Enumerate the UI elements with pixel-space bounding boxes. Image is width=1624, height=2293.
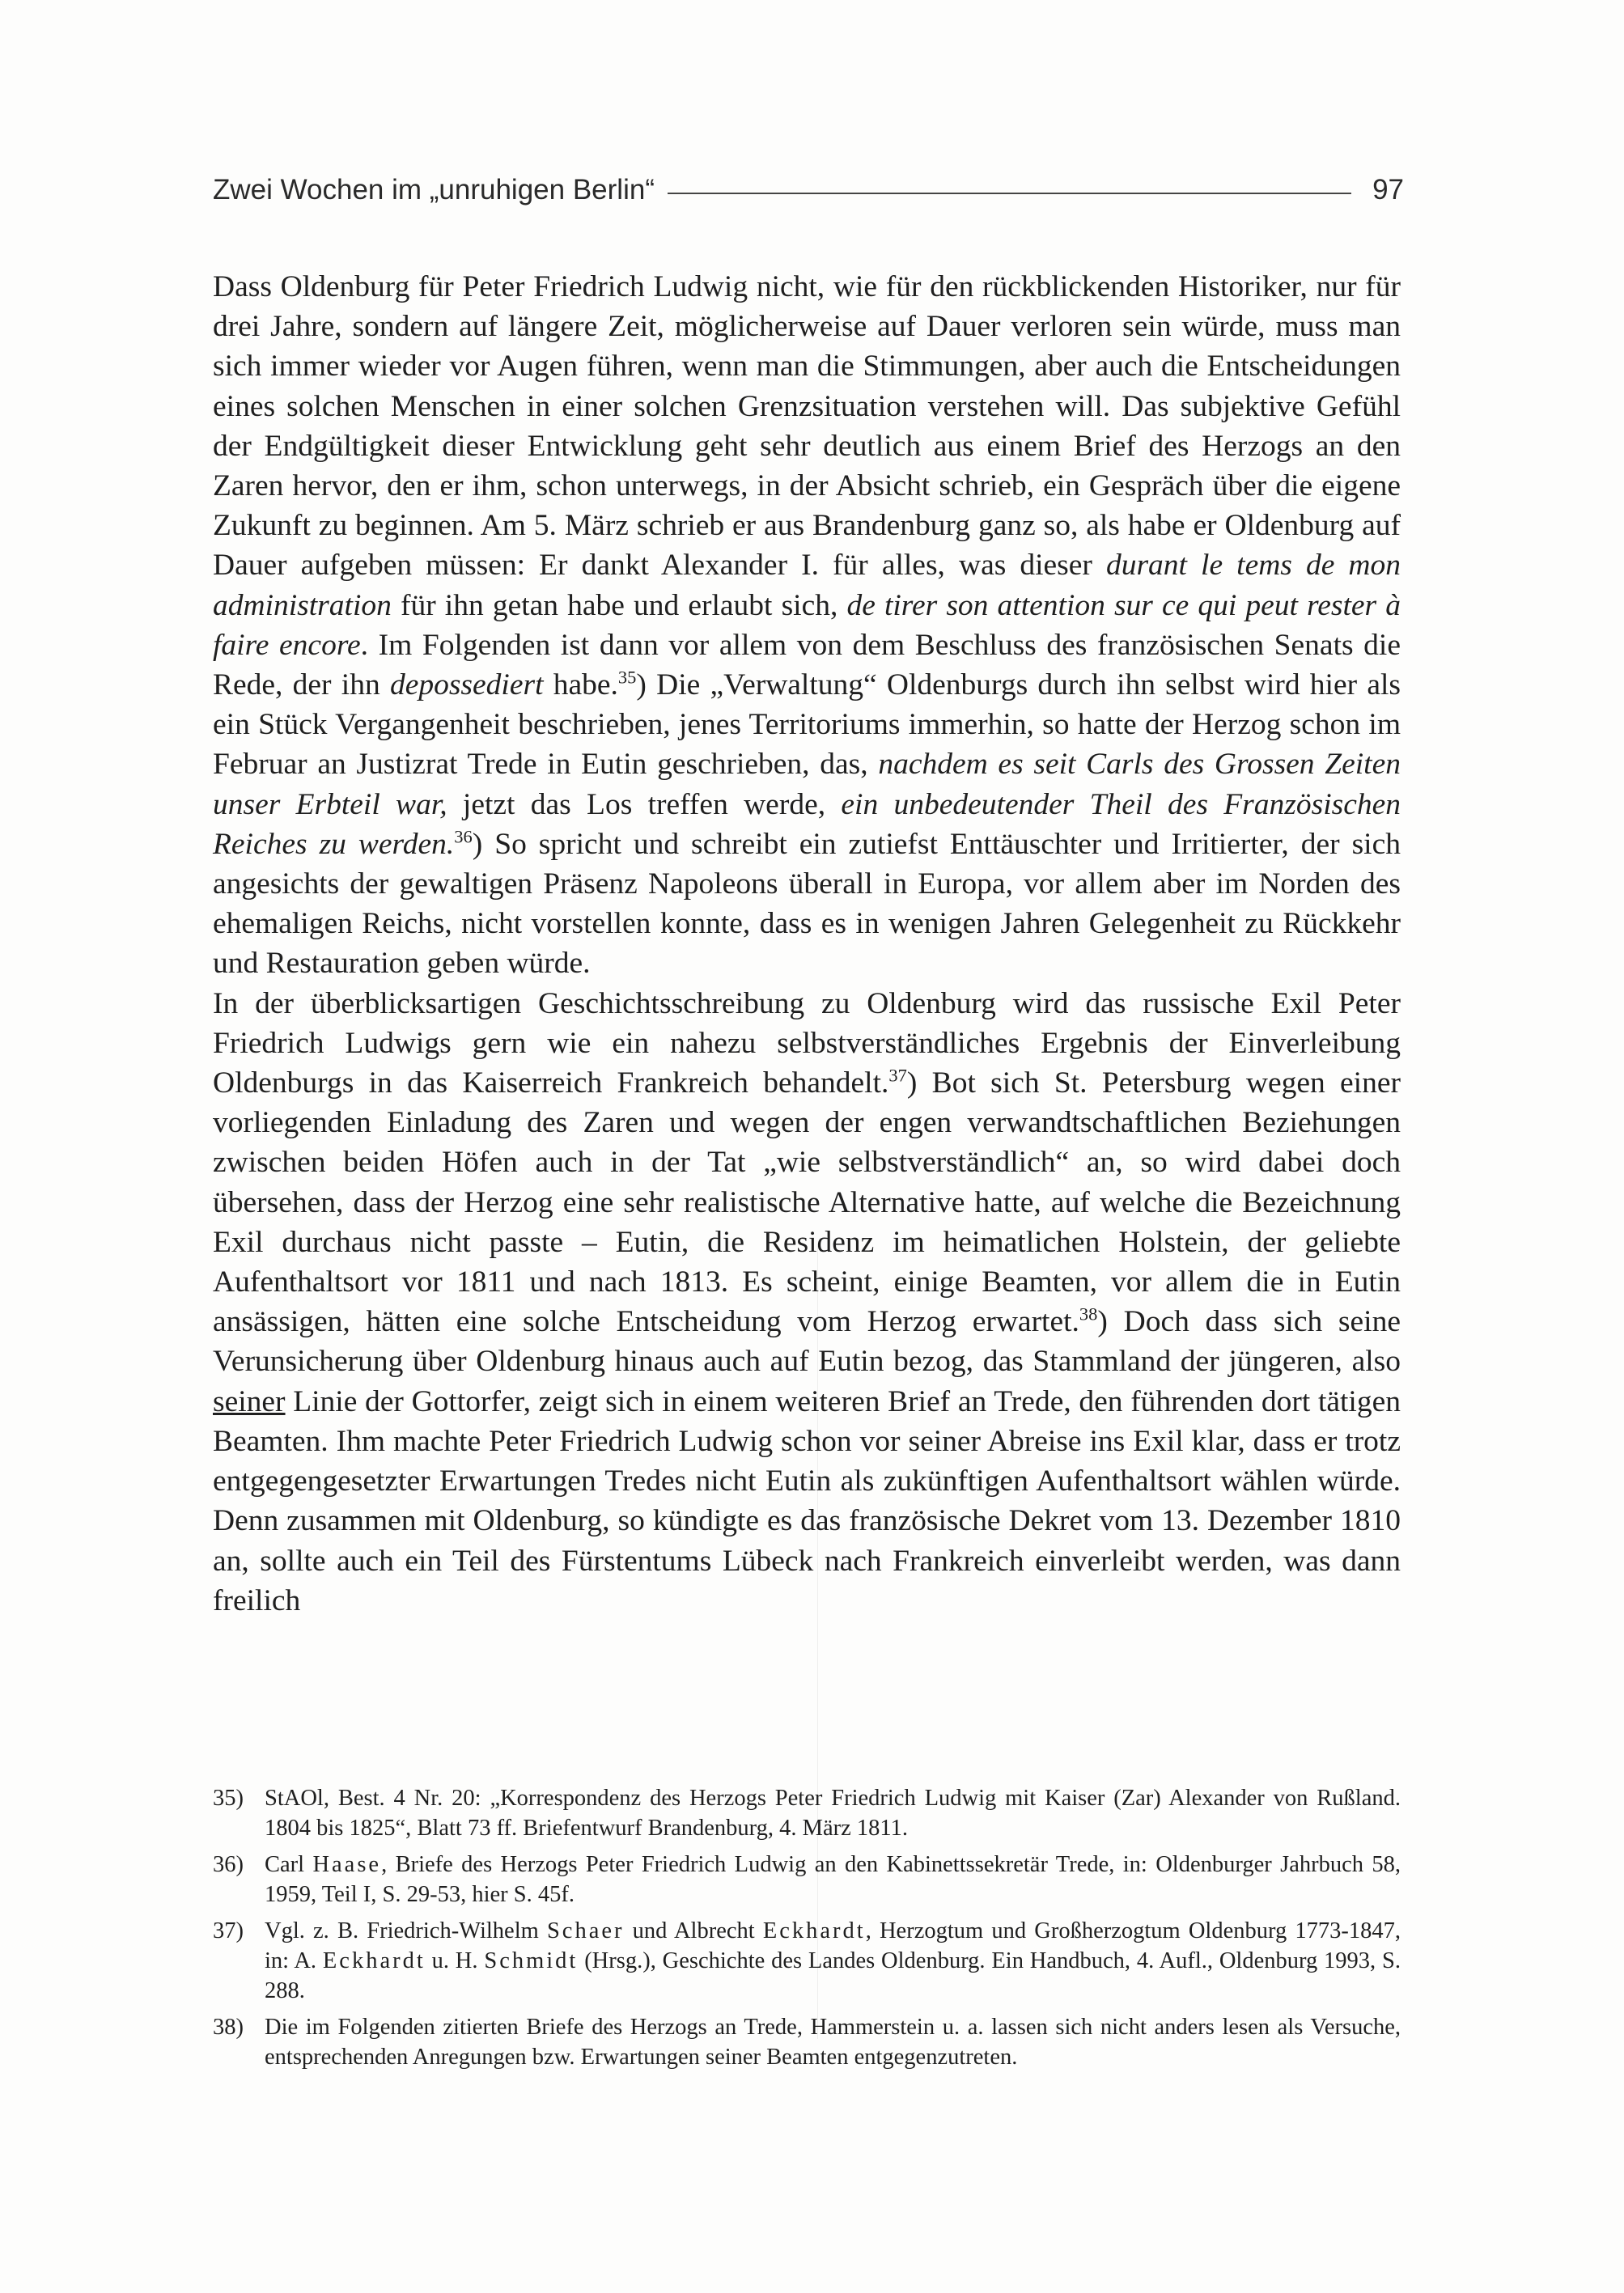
- footnote-36: [213, 1850, 1401, 1909]
- running-head: [213, 170, 1404, 210]
- paragraph-1: Dass Oldenburg für Peter Friedrich Ludwig nicht, wie für den rückblickenden Historiker, nur für drei Jahre, sondern auf längere Zeit, möglicherweise auf Dauer verloren sein würde, muss man sich immer wieder vor Augen führen, wenn man die Stimmungen, aber auch die Entscheidungen eines solchen Menschen in einer solchen Grenzsituation verstehen will. Das subjektive Gefühl der Endgültigkeit dieser Entwicklung geht sehr deutlich aus einem Brief des Herzogs an den Zaren hervor, den er ihm, schon unterwegs, in der Absicht schrieb, ein Gespräch über die eigene Zukunft zu beginnen. Am 5. März schrieb er aus Brandenburg ganz so, als habe er Oldenburg auf Dauer aufgeben müssen: Er dankt Alexander I. für alles, was dieser durant le tems de mon administration für ihn getan habe und erlaubt sich, de tirer son attention sur ce qui peut rester à faire encore. Im Folgenden ist dann vor allem von dem Beschluss des französischen Senats die Rede, der ihn depossediert habe.$^{35}$) Die „Verwaltung“ Oldenburgs durch ihn selbst wird hier als ein Stück Vergangenheit beschrieben, jenes Territoriums immerhin, so hatte der Herzog schon im Februar an Justizrat Trede in Eutin geschrieben, das, nachdem es seit Carls des Grossen Zeiten unser Erbteil war, jetzt das Los treffen werde, ein unbedeutender Theil des Französischen Reiches zu werden.$^{36}$) So spricht und schreibt ein zutiefst Enttäuschter und Irritierter, der sich angesichts der gewaltigen Präsenz Napoleons überall in Europa, vor allem aber im Norden des ehemaligen Reichs, nicht vorstellen konnte, dass es in wenigen Jahren Gelegenheit zu Rückkehr und Restauration geben würde.: [213, 270, 1401, 981]
- footnote-text: Carl Haase, Briefe des Herzogs Peter Friedrich Ludwig an den Kabinettssekretär Trede, in: Oldenburger Jahrbuch 58, 1959, Teil I, S. 29-53, hier S. 45f.: [265, 1852, 1401, 1907]
- footnote-number: 35): [213, 1786, 244, 1811]
- footnote-ref-35[interactable]: 35: [617, 667, 637, 688]
- footnote-37: [213, 1916, 1401, 2006]
- footnote-number: 37): [213, 1918, 244, 1943]
- french-quote-1: durant le tems de mon administration: [213, 549, 1401, 622]
- author-name: Schmidt: [484, 1948, 579, 1973]
- underlined-word: seiner: [213, 1384, 286, 1418]
- running-head-rule: [668, 193, 1351, 194]
- main-text: [213, 267, 1401, 1621]
- footnote-text: Vgl. z. B. Friedrich-Wilhelm Schaer und Albrecht Eckhardt, Herzogtum und Großherzogtum Oldenburg 1773-1847, in: A. Eckhardt u. H. Schmidt (Hrsg.), Geschichte des Landes Oldenburg. Ein Handbuch, 4. Aufl., Oldenburg 1993, S. 288.: [265, 1918, 1401, 2003]
- page-number: 97: [1372, 174, 1404, 206]
- footnote-number: 36): [213, 1852, 244, 1877]
- footnote-38: [213, 2012, 1401, 2072]
- quoted-word: depossediert: [389, 668, 544, 702]
- author-name: Schaer: [546, 1918, 625, 1943]
- french-quote-2: de tirer son attention sur ce qui peut rester à faire encore: [213, 588, 1401, 662]
- author-name: Eckhardt: [762, 1918, 866, 1943]
- footnote-text: StAOl, Best. 4 Nr. 20: „Korrespondenz des Herzogs Peter Friedrich Ludwig mit Kaiser (Zar) Alexander von Rußland. 1804 bis 1825“, Blatt 73 ff. Briefentwurf Brandenburg, 4. März 1811.: [265, 1786, 1401, 1841]
- footnote-ref-38[interactable]: 38: [1079, 1303, 1098, 1325]
- footnote-35: [213, 1783, 1401, 1843]
- footnote-number: 38): [213, 2015, 244, 2040]
- footnote-ref-37[interactable]: 37: [888, 1065, 907, 1086]
- letter-quote-1: nachdem es seit Carls des Grossen Zeiten unser Erbteil war,: [213, 748, 1401, 821]
- author-name: Eckhardt: [322, 1948, 426, 1973]
- letter-quote-2: ein unbedeutender Theil des Französischen Reiches zu werden.: [213, 787, 1401, 861]
- paragraph-2: In der überblicksartigen Geschichtsschreibung zu Oldenburg wird das russische Exil Peter Friedrich Ludwigs gern wie ein nahezu selbstverständliches Ergebnis der Einverleibung Oldenburgs in das Kaiserreich Frankreich behandelt.$^{37}$) Bot sich St. Petersburg wegen einer vorliegenden Einladung des Zaren und wegen der engen verwandtschaftlichen Beziehungen zwischen beiden Höfen auch in der Tat „wie selbstverständlich“ an, so wird dabei doch übersehen, dass der Herzog eine sehr realistische Alternative hatte, auf welche die Bezeichnung Exil durchaus nicht passte – Eutin, die Residenz im heimatlichen Holstein, der geliebte Aufenthaltsort vor 1811 und nach 1813. Es scheint, einige Beamten, vor allem die in Eutin ansässigen, hätten eine solche Entscheidung vom Herzog erwartet.$^{38}$) Doch dass sich seine Verunsicherung über Oldenburg hinaus auch auf Eutin bezog, das Stammland der jüngeren, also seiner Linie der Gottorfer, zeigt sich in einem weiteren Brief an Trede, den führenden dort tätigen Beamten. Ihm machte Peter Friedrich Ludwig schon vor seiner Abreise ins Exil klar, dass er trotz entgegengesetzter Erwartungen Tredes nicht Eutin als zukünftigen Aufenthaltsort wählen würde. Denn zusammen mit Oldenburg, so kündigte es das französische Dekret vom 13. Dezember 1810 an, sollte auch ein Teil des Fürstentums Lübeck nach Frankreich einverleibt werden, was dann freilich: [213, 986, 1401, 1617]
- footnote-text: Die im Folgenden zitierten Briefe des Herzogs an Trede, Hammerstein u. a. lassen sich nicht anders lesen als Versuche, entsprechenden Anregungen bzw. Erwartungen seiner Beamten entgegenzutreten.: [265, 2015, 1401, 2070]
- footnotes: [213, 1783, 1401, 2079]
- author-name: Haase: [312, 1852, 382, 1877]
- scan-gutter-line: [817, 1246, 818, 2039]
- running-head-title: Zwei Wochen im „unruhigen Berlin“: [213, 174, 655, 206]
- footnote-ref-36[interactable]: 36: [454, 826, 473, 847]
